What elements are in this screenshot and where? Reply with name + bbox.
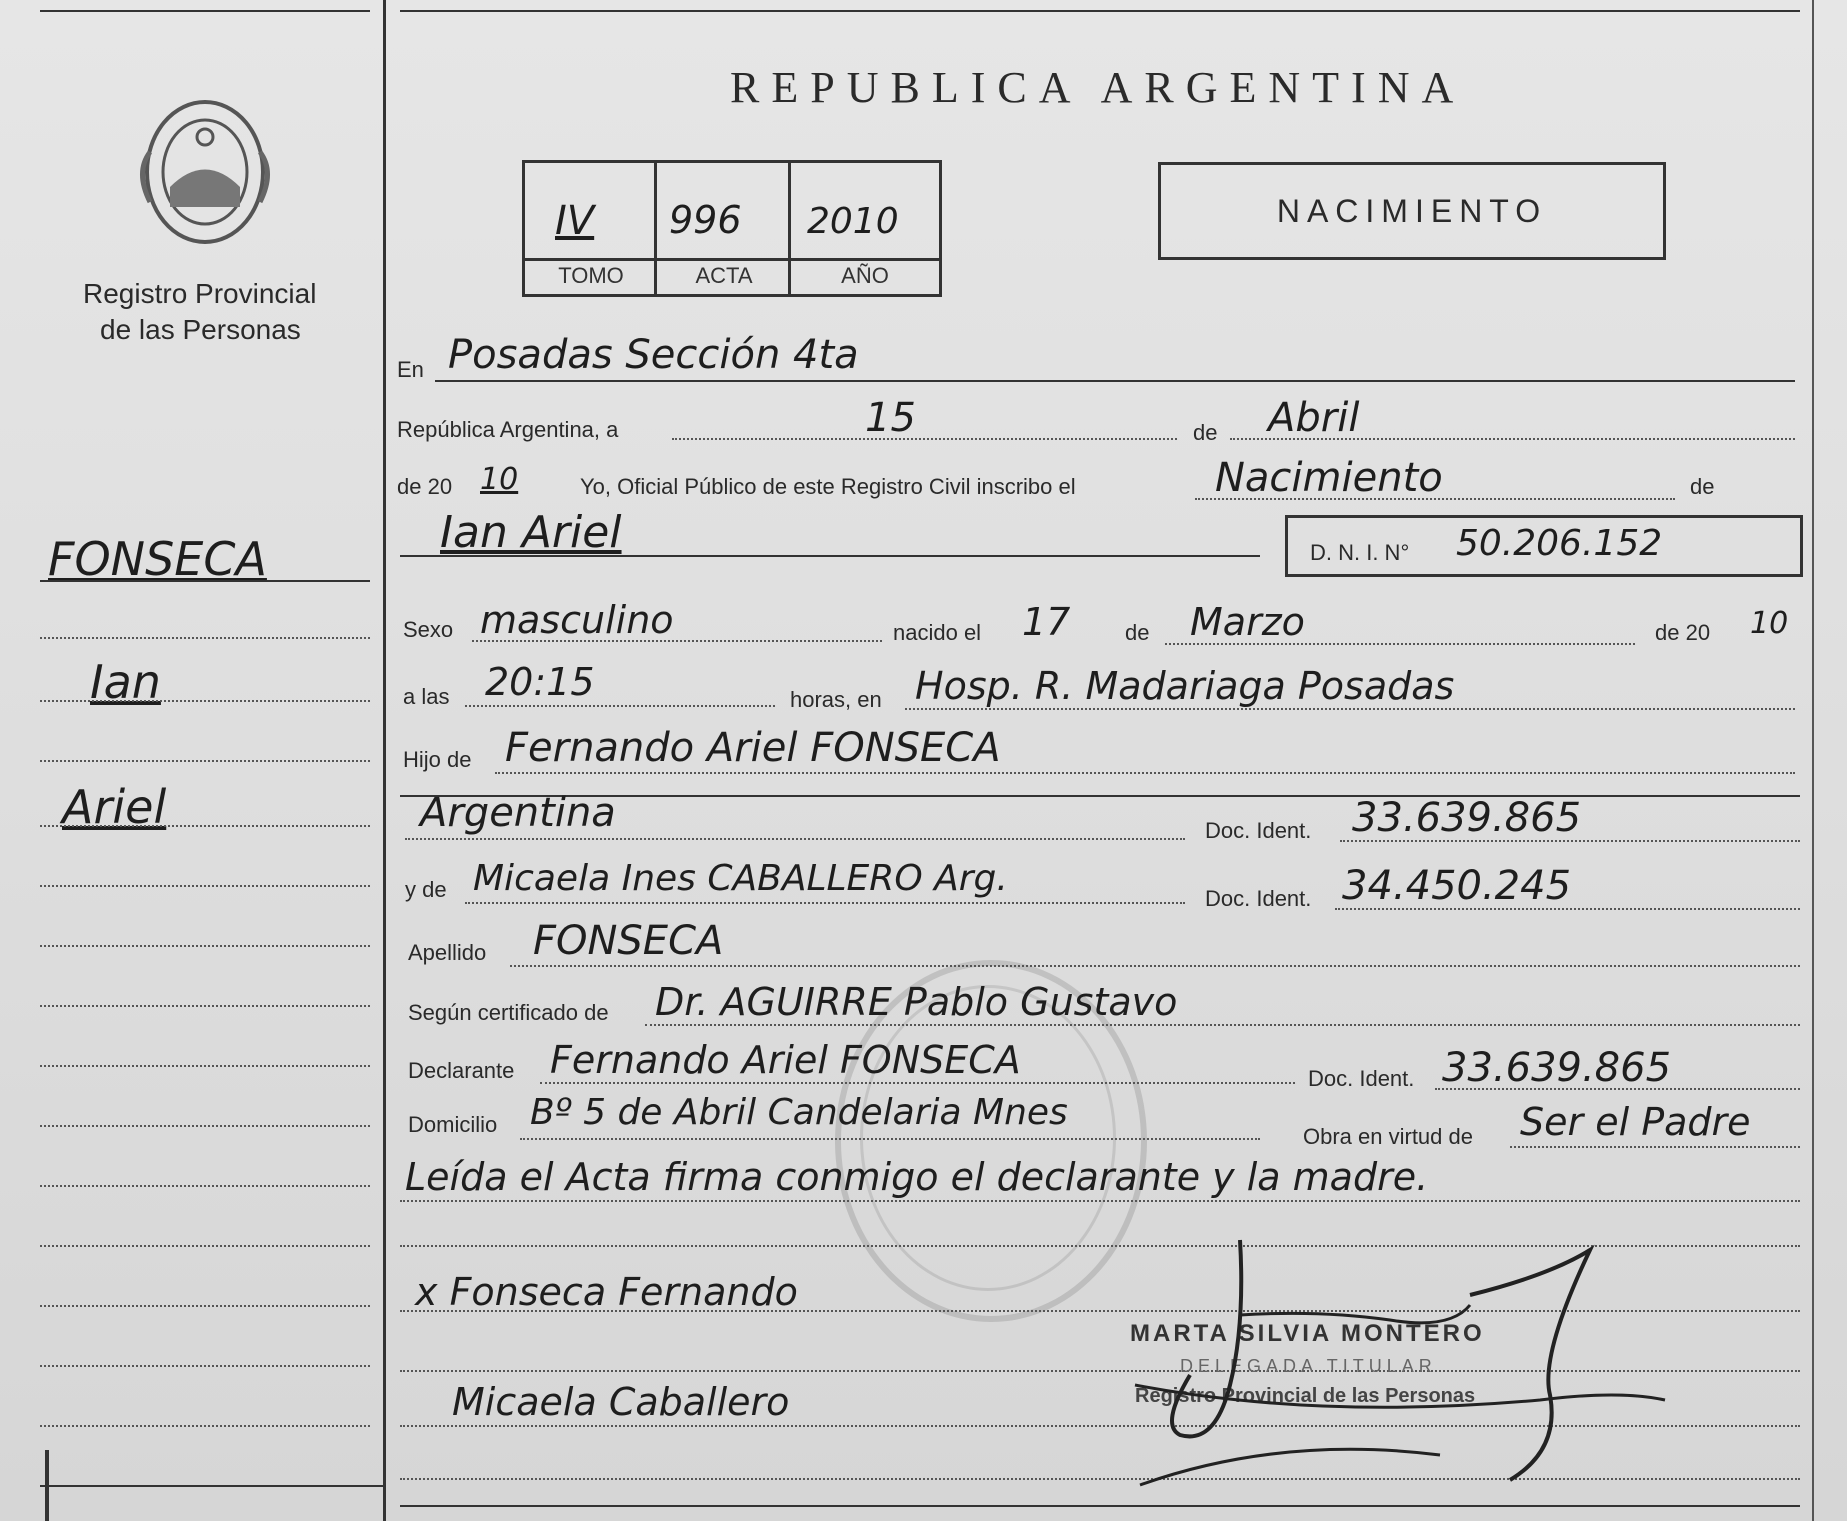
nacido-label: nacido el bbox=[893, 620, 982, 645]
top-rule-right bbox=[400, 10, 1800, 12]
official-signature-scribble bbox=[1120, 1235, 1680, 1495]
dni-box bbox=[1285, 515, 1803, 577]
segun-label: Según certificado de bbox=[408, 1000, 609, 1025]
de20-label: de 20 bbox=[397, 474, 453, 499]
yde-label: y de bbox=[405, 877, 447, 902]
mother-signature: Micaela Caballero bbox=[452, 1380, 790, 1424]
official-office: Registro Provincial de las Personas bbox=[1135, 1385, 1476, 1407]
line-en bbox=[435, 380, 1795, 382]
obra-label: Obra en virtud de bbox=[1303, 1124, 1473, 1149]
line-month bbox=[1230, 438, 1795, 440]
de-label: de bbox=[1193, 420, 1218, 445]
margin-dotted-line bbox=[40, 885, 370, 887]
mother-value: Micaela Ines CABALLERO Arg. bbox=[473, 858, 1008, 899]
line-child-name bbox=[400, 555, 1260, 557]
line-closing bbox=[400, 1200, 1800, 1202]
margin-dotted-line bbox=[40, 760, 370, 762]
line-apellido bbox=[510, 965, 1800, 967]
line-obra bbox=[1510, 1146, 1800, 1148]
margin-dotted-line bbox=[40, 1425, 370, 1427]
apellido-label: Apellido bbox=[408, 940, 487, 965]
de20-label-2: de 20 bbox=[1655, 620, 1711, 645]
margin-dotted-line bbox=[40, 825, 370, 827]
month-value: Abril bbox=[1268, 395, 1360, 441]
act-type-box bbox=[1158, 162, 1666, 260]
margin-bottom-rule bbox=[40, 1485, 385, 1487]
en-label: En bbox=[397, 357, 424, 382]
closing-statement: Leída el Acta firma conmigo el declarante y la madre. bbox=[405, 1155, 1429, 1199]
margin-dotted-line bbox=[40, 1125, 370, 1127]
dni-value: 50.206.152 bbox=[1456, 523, 1663, 564]
margin-first-name: Ian bbox=[90, 655, 161, 709]
father-nationality-value: Argentina bbox=[420, 790, 616, 836]
official-name: MARTA SILVIA MONTERO bbox=[1130, 1320, 1485, 1347]
margin-dotted-line bbox=[40, 637, 370, 639]
act-number-table bbox=[522, 160, 942, 297]
horas-label: horas, en bbox=[790, 687, 882, 712]
act-name-value: Nacimiento bbox=[1215, 455, 1443, 501]
de-label-3: de bbox=[1125, 620, 1150, 645]
margin-dotted-line bbox=[40, 1005, 370, 1007]
top-rule-left bbox=[40, 10, 370, 12]
line-time bbox=[465, 705, 775, 707]
right-border bbox=[1812, 0, 1814, 1521]
declarante-label: Declarante bbox=[408, 1058, 515, 1083]
dni-label: D. N. I. N° bbox=[1310, 540, 1410, 565]
line-act-name bbox=[1195, 498, 1675, 500]
line-father-doc bbox=[1340, 840, 1800, 842]
margin-rule bbox=[40, 580, 370, 582]
child-name-value: Ian Ariel bbox=[440, 507, 622, 558]
year-suffix-value: 10 bbox=[480, 462, 519, 497]
republica-label: República Argentina, a bbox=[397, 417, 619, 442]
de-label-2: de bbox=[1690, 474, 1715, 499]
margin-dotted-line bbox=[40, 1065, 370, 1067]
margin-dotted-line bbox=[40, 1365, 370, 1367]
sexo-value: masculino bbox=[480, 598, 674, 642]
doctor-value: Dr. AGUIRRE Pablo Gustavo bbox=[655, 980, 1178, 1024]
birth-month-value: Marzo bbox=[1190, 600, 1305, 644]
doc-label-declarante: Doc. Ident. bbox=[1308, 1066, 1415, 1091]
line-doctor bbox=[645, 1024, 1800, 1026]
margin-surname: FONSECA bbox=[48, 532, 267, 586]
line-bottom-2 bbox=[400, 1505, 1800, 1507]
declarant-signature: x Fonseca Fernando bbox=[415, 1270, 798, 1314]
apellido-value: FONSECA bbox=[533, 918, 724, 964]
anio-value: 2010 bbox=[807, 201, 899, 242]
line-sexo bbox=[472, 640, 882, 642]
left-column-border bbox=[383, 0, 386, 1521]
margin-middle-name: Ariel bbox=[62, 780, 167, 834]
father-value: Fernando Ariel FONSECA bbox=[505, 725, 1001, 771]
line-domicilio bbox=[520, 1138, 1260, 1140]
day-value: 15 bbox=[865, 395, 916, 441]
line-declarante bbox=[540, 1082, 1295, 1084]
father-doc-value: 33.639.865 bbox=[1352, 795, 1582, 841]
acta-label: ACTA bbox=[695, 263, 753, 288]
line-mother-doc bbox=[1335, 908, 1800, 910]
act-type-label: NACIMIENTO bbox=[1276, 193, 1548, 229]
doc-label-father: Doc. Ident. bbox=[1205, 818, 1312, 843]
provincial-seal-icon bbox=[130, 92, 280, 252]
margin-dotted-line bbox=[40, 700, 370, 702]
declarante-doc-value: 33.639.865 bbox=[1442, 1045, 1672, 1091]
margin-dotted-line bbox=[40, 945, 370, 947]
obra-value: Ser el Padre bbox=[1520, 1100, 1751, 1144]
birth-year-suffix-value: 10 bbox=[1750, 606, 1789, 641]
anio-label: AÑO bbox=[841, 263, 889, 288]
domicilio-value: Bº 5 de Abril Candelaria Mnes bbox=[530, 1092, 1068, 1133]
margin-dotted-line bbox=[40, 1185, 370, 1187]
table-divider bbox=[525, 258, 939, 261]
margin-dotted-line bbox=[40, 1245, 370, 1247]
line-birth-month bbox=[1165, 643, 1635, 645]
line-mother bbox=[465, 902, 1185, 904]
margin-dotted-line bbox=[40, 1305, 370, 1307]
line-day bbox=[672, 438, 1177, 440]
hijo-label: Hijo de bbox=[403, 747, 472, 772]
alas-label: a las bbox=[403, 684, 450, 709]
place-value: Posadas Sección 4ta bbox=[448, 332, 859, 378]
domicilio-label: Domicilio bbox=[408, 1112, 498, 1137]
sexo-label: Sexo bbox=[403, 617, 454, 642]
official-title: DELEGADA TITULAR bbox=[1180, 1356, 1437, 1376]
tomo-value: IV bbox=[555, 198, 595, 244]
birth-day-value: 17 bbox=[1022, 600, 1071, 644]
yo-text: Yo, Oficial Público de este Registro Civil inscribo el bbox=[580, 474, 1076, 499]
acta-value: 996 bbox=[669, 198, 742, 242]
mother-doc-value: 34.450.245 bbox=[1342, 863, 1572, 909]
doc-label-mother: Doc. Ident. bbox=[1205, 886, 1312, 911]
registry-name-line2: de las Personas bbox=[100, 314, 301, 345]
line-nationality bbox=[405, 838, 1185, 840]
line-birth-place bbox=[905, 708, 1795, 710]
line-father bbox=[495, 772, 1795, 774]
tomo-label: TOMO bbox=[558, 263, 624, 288]
time-value: 20:15 bbox=[485, 660, 595, 704]
registry-name-line1: Registro Provincial bbox=[83, 278, 317, 309]
country-title: REPUBLICA ARGENTINA bbox=[730, 63, 1466, 112]
declarante-value: Fernando Ariel FONSECA bbox=[550, 1038, 1021, 1082]
birth-place-value: Hosp. R. Madariaga Posadas bbox=[915, 664, 1455, 708]
line-declarante-doc bbox=[1435, 1088, 1800, 1090]
